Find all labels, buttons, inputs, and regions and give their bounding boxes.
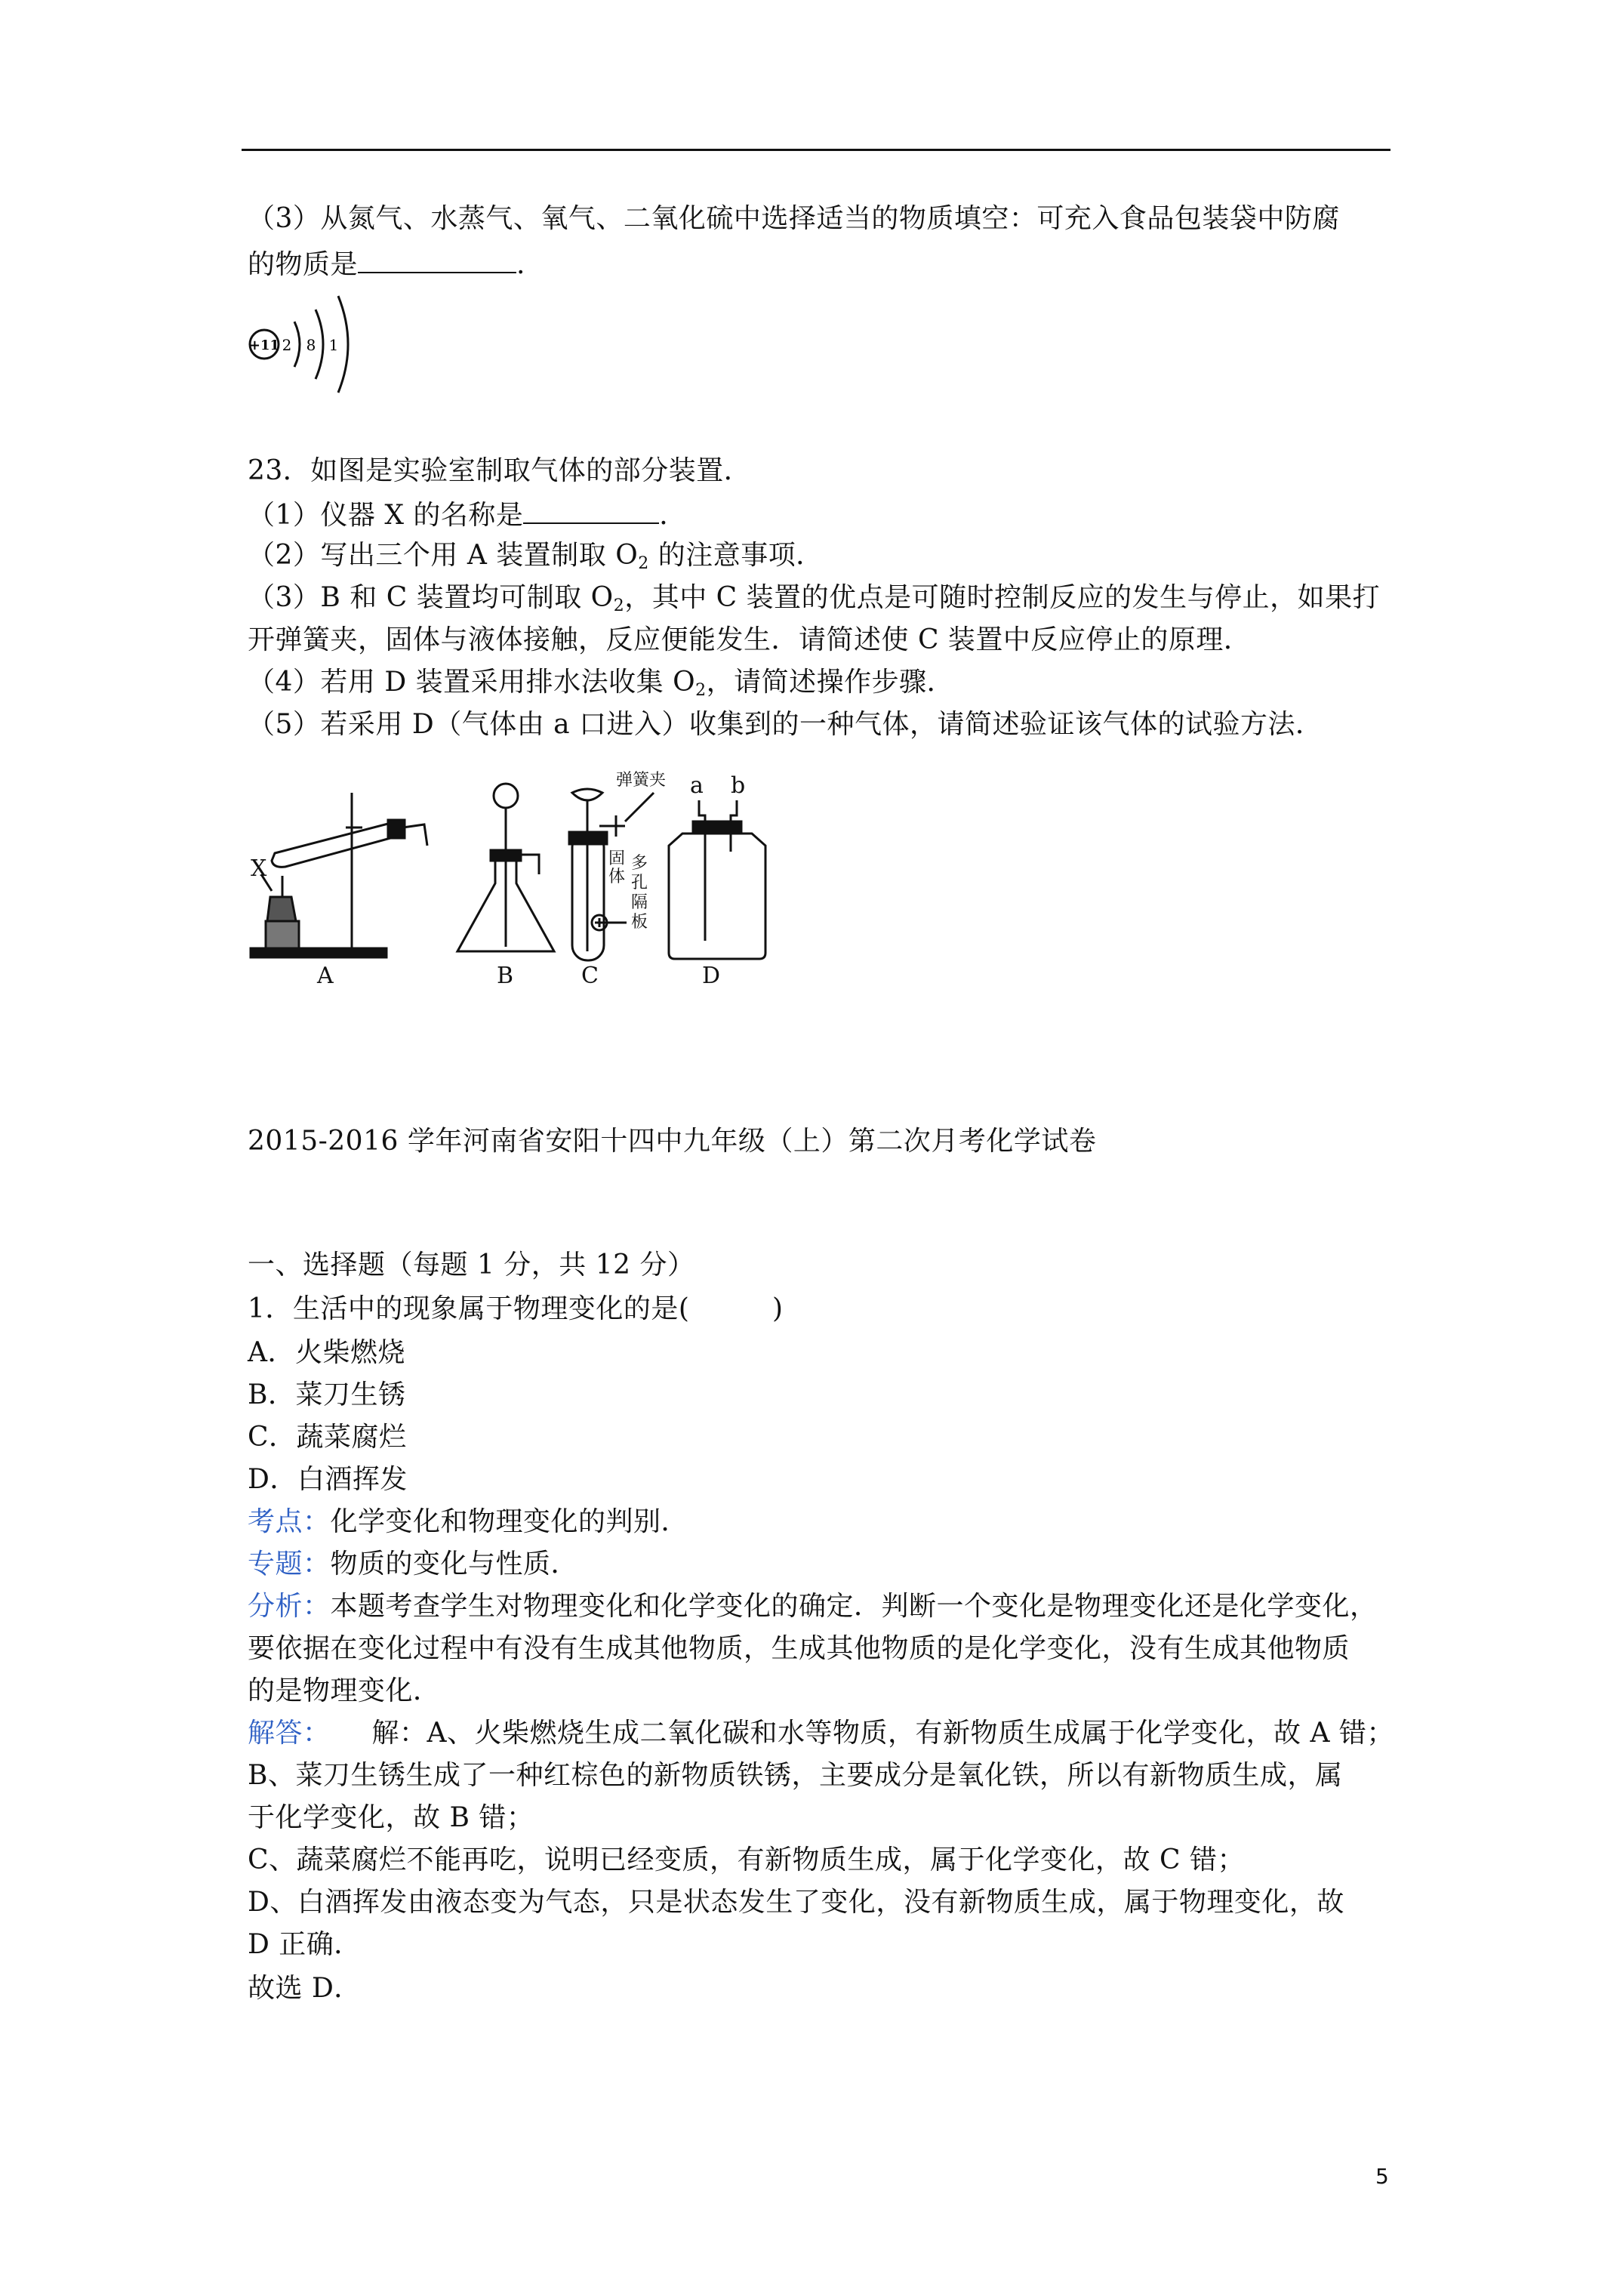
q1-jieda-line3: 于化学变化，故 B 错；	[248, 1802, 534, 1833]
q23-part3-line2: 开弹簧夹，固体与液体接触，反应便能发生．请简述使 C 装置中反应停止的原理．	[248, 624, 1252, 655]
label-a: A	[317, 963, 334, 989]
label-c: C	[581, 963, 599, 989]
page-number: 5	[1375, 2164, 1389, 2189]
q22-3-line2: 的物质是 .	[248, 246, 525, 282]
fenxi-label: 分析：	[248, 1591, 331, 1622]
kaodian-label: 考点：	[248, 1506, 331, 1537]
q1-jieda-line1: 解答： 解：A、火柴燃烧生成二氧化碳和水等物质，有新物质生成属于化学变化，故 A 错；	[248, 1718, 1394, 1749]
label-porous-2: 孔	[631, 874, 648, 892]
q23-part4: （4）若用 D 装置采用排水法收集 $O_2$，请简述操作步骤．	[248, 667, 955, 700]
section-heading: 一、选择题（每题 1 分，共 12 分）	[248, 1250, 695, 1281]
q1-fenxi-line2: 要依据在变化过程中有没有生成其他物质，生成其他物质的是化学变化，没有生成其他物质	[248, 1633, 1350, 1664]
shell-1-electrons: 2	[282, 336, 292, 354]
q1-stem: 1．生活中的现象属于物理变化的是( )	[248, 1293, 784, 1324]
q23-stem: 23．如图是实验室制取气体的部分装置．	[248, 455, 752, 486]
q1-option-d: D．白酒挥发	[248, 1464, 408, 1495]
label-porous-3: 隔	[631, 893, 648, 912]
atom-structure-diagram	[245, 291, 365, 397]
q1-jieda-line4: C、蔬菜腐烂不能再吃，说明已经变质，有新物质生成，属于化学变化，故 C 错；	[248, 1845, 1245, 1875]
nucleus-charge: +11	[248, 337, 280, 353]
label-solid-2: 体	[608, 868, 626, 886]
q23-part2: （2）写出三个用 A 装置制取 $O_2$ 的注意事项．	[248, 540, 824, 573]
label-d: D	[702, 963, 721, 989]
q1-fenxi-line3: 的是物理变化．	[248, 1675, 441, 1706]
lab-apparatus-figure	[240, 763, 784, 989]
q23-part3-line1: （3）B 和 C 装置均可制取 $O_2$，其中 C 装置的优点是可随时控制反应的发生与停止，如果打	[248, 582, 1381, 615]
answer-blank	[358, 246, 516, 273]
q1-jieda-line6: D 正确．	[248, 1929, 362, 1960]
jieda-label: 解答：	[248, 1718, 317, 1749]
q22-3-line1: （3）从氮气、水蒸气、氧气、二氧化硫中选择适当的物质填空：可充入食品包装袋中防腐	[248, 203, 1340, 234]
exam-title: 2015-2016 学年河南省安阳十四中九年级（上）第二次月考化学试卷	[248, 1126, 1097, 1157]
q1-jieda-line2: B、菜刀生锈生成了一种红棕色的新物质铁锈，主要成分是氧化铁，所以有新物质生成，属	[248, 1760, 1343, 1791]
label-x: X	[251, 855, 267, 882]
shell-2-electrons: 8	[306, 336, 316, 354]
q1-option-b: B．菜刀生锈	[248, 1379, 406, 1410]
header-rule	[242, 149, 1390, 151]
answer-blank	[523, 497, 659, 524]
q23-part1: （1）仪器 X 的名称是 ．	[248, 497, 687, 532]
q1-option-a: A．火柴燃烧	[248, 1337, 405, 1368]
q1-jieda-line5: D、白酒挥发由液态变为气态，只是状态发生了变化，没有新物质生成，属于物理变化，故	[248, 1887, 1344, 1918]
label-b: B	[497, 963, 514, 989]
zhuanti-label: 专题：	[248, 1549, 331, 1579]
label-port-b: b	[731, 772, 746, 799]
shell-3-electrons: 1	[328, 336, 339, 354]
label-port-a: a	[690, 772, 704, 799]
label-porous-4: 板	[631, 913, 648, 932]
q23-part5: （5）若采用 D（气体由 a 口进入）收集到的一种气体，请简述验证该气体的试验方法．	[248, 709, 1323, 740]
label-porous-1: 多	[631, 854, 648, 873]
q1-fenxi-line1: 分析：本题考查学生对物理变化和化学变化的确定．判断一个变化是物理变化还是化学变化，	[248, 1591, 1378, 1622]
label-clamp: 弹簧夹	[616, 771, 667, 790]
q1-zhuanti: 专题：物质的变化与性质．	[248, 1549, 579, 1579]
q1-kaodian: 考点：化学变化和物理变化的判别．	[248, 1506, 689, 1537]
q1-answer: 故选 D．	[248, 1973, 362, 2004]
q1-option-c: C．蔬菜腐烂	[248, 1422, 407, 1453]
label-solid-1: 固	[608, 849, 626, 868]
